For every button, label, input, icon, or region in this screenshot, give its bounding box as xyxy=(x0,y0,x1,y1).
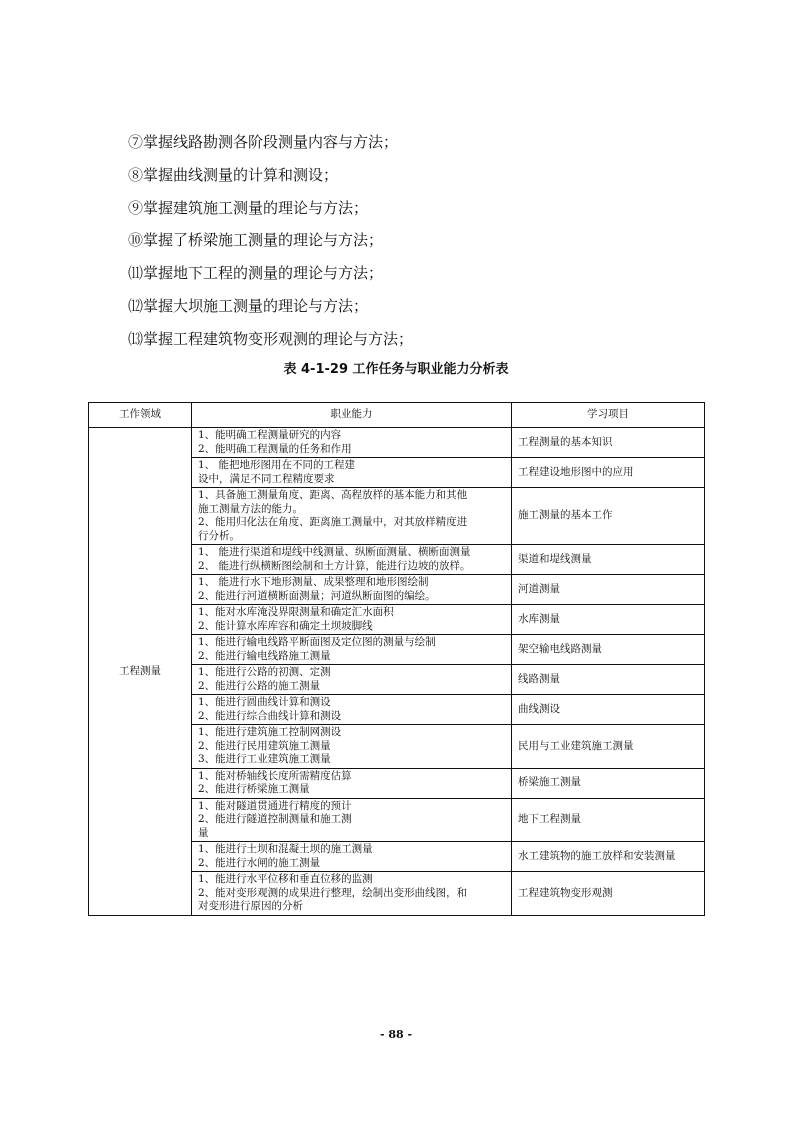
ability-line: 2、能进行输电线路施工测量 xyxy=(198,649,331,662)
work-domain-cell: 工程测量 xyxy=(89,428,192,916)
learning-project-cell: 线路测量 xyxy=(512,665,705,695)
ability-line: 2、能进行河道横断面测量；河道纵断面图的编绘。 xyxy=(198,589,436,602)
objective-item: ⑨掌握建筑施工测量的理论与方法； xyxy=(128,198,369,217)
objective-item: ⑦掌握线路勘测各阶段测量内容与方法； xyxy=(128,133,399,151)
learning-project-cell: 工程建设地形图中的应用 xyxy=(512,458,705,488)
professional-ability-cell xyxy=(192,545,512,575)
objective-item: ⑿掌握大坝施工测量的理论与方法； xyxy=(128,296,369,315)
ability-line: 1、 能进行水下地形测量、成果整理和地形图绘制 xyxy=(198,576,429,588)
ability-line: 1、 能把地形图用在不同的工程建 xyxy=(198,459,356,471)
ability-line: 1、 能进行渠道和堤线中线测量、纵断面测量、横断面测量 xyxy=(198,546,471,558)
learning-project-cell: 桥梁施工测量 xyxy=(512,768,705,798)
objective-item: ⒀掌握工程建筑物变形观测的理论与方法； xyxy=(128,329,414,348)
ability-line: 2、能计算水库库容和确定土坝坡脚线 xyxy=(198,619,373,632)
ability-line: 1、能进行公路的初测、定测 xyxy=(198,666,331,678)
ability-line: 施工测量方法的能力。 xyxy=(198,502,303,515)
objective-item: ⑧掌握曲线测量的计算和测设； xyxy=(128,165,339,184)
learning-project-cell: 民用与工业建筑施工测量 xyxy=(512,725,705,769)
professional-ability-cell xyxy=(192,458,512,488)
learning-project-cell: 水工建筑物的施工放样和安装测量 xyxy=(512,842,705,872)
professional-ability-cell xyxy=(192,695,512,725)
ability-line: 3、能进行工业建筑施工测量 xyxy=(198,753,331,765)
table-row xyxy=(89,428,705,458)
ability-line: 1、能进行输电线路平断面图及定位图的测量与绘制 xyxy=(198,636,436,648)
ability-line: 2、能明确工程测量的任务和作用 xyxy=(198,442,352,455)
ability-line: 量 xyxy=(198,826,209,839)
objective-item: ⑾掌握地下工程的测量的理论与方法； xyxy=(128,264,384,283)
professional-ability-cell xyxy=(192,428,512,458)
professional-ability-cell xyxy=(192,768,512,798)
ability-line: 1、能进行圆曲线计算和测设 xyxy=(198,696,331,708)
ability-line: 1、能进行土坝和混凝土坝的施工测量 xyxy=(198,843,373,855)
objective-item: ⑩掌握了桥梁施工测量的理论与方法； xyxy=(128,231,384,250)
learning-objectives-list xyxy=(128,128,688,358)
professional-ability-cell xyxy=(192,605,512,635)
header-work-domain: 工作领域 xyxy=(89,403,192,428)
professional-ability-cell xyxy=(192,665,512,695)
table-title: 表 4-1-29 工作任务与职业能力分析表 xyxy=(283,362,509,377)
ability-line: 行分析。 xyxy=(198,529,240,542)
ability-line: 1、具备施工测量角度、距离、高程放样的基本能力和其他 xyxy=(198,489,468,501)
ability-line: 2、能用归化法在角度、距离施工测量中，对其放样精度进 xyxy=(198,516,468,528)
ability-line: 2、能进行隧道控制测量和施工测 xyxy=(198,813,352,825)
table-header-row xyxy=(89,403,705,428)
ability-line: 2、能进行公路的施工测量 xyxy=(198,679,321,692)
ability-line: 1、能进行水平位移和垂直位移的监测 xyxy=(198,873,373,885)
ability-line: 1、能对隧道贯通进行精度的预计 xyxy=(198,799,352,812)
professional-ability-cell xyxy=(192,872,512,916)
professional-ability-cell xyxy=(192,725,512,769)
professional-ability-cell xyxy=(192,798,512,842)
page-number: - 88 - xyxy=(379,1028,413,1041)
competency-analysis-table xyxy=(88,402,705,916)
learning-project-cell: 河道测量 xyxy=(512,575,705,605)
ability-line: 设中，满足不同工程精度要求 xyxy=(198,472,335,485)
professional-ability-cell xyxy=(192,575,512,605)
ability-line: 2、能对变形观测的成果进行整理，绘制出变形曲线图，和 xyxy=(198,886,468,899)
header-professional-ability: 职业能力 xyxy=(192,403,512,428)
ability-line: 2、能进行水闸的施工测量 xyxy=(198,856,321,869)
learning-project-cell: 工程测量的基本知识 xyxy=(512,428,705,458)
header-learning-project: 学习项目 xyxy=(512,403,705,428)
ability-line: 1、能对桥轴线长度所需精度估算 xyxy=(198,769,352,782)
learning-project-cell: 水库测量 xyxy=(512,605,705,635)
ability-line: 1、能对水库淹没界限测量和确定汇水面积 xyxy=(198,606,394,618)
professional-ability-cell xyxy=(192,842,512,872)
learning-project-cell: 曲线测设 xyxy=(512,695,705,725)
professional-ability-cell xyxy=(192,488,512,545)
learning-project-cell: 渠道和堤线测量 xyxy=(512,545,705,575)
ability-line: 2、能进行民用建筑施工测量 xyxy=(198,739,331,752)
table-body xyxy=(89,428,705,916)
learning-project-cell: 施工测量的基本工作 xyxy=(512,488,705,545)
ability-line: 对变形进行原因的分析 xyxy=(198,900,303,912)
ability-line: 1、能进行建筑施工控制网测设 xyxy=(198,726,342,738)
ability-line: 1、能明确工程测量研究的内容 xyxy=(198,429,342,441)
learning-project-cell: 架空输电线路测量 xyxy=(512,635,705,665)
learning-project-cell: 地下工程测量 xyxy=(512,798,705,842)
ability-line: 2、能进行桥梁施工测量 xyxy=(198,783,310,795)
ability-line: 2、能进行综合曲线计算和测设 xyxy=(198,709,342,722)
professional-ability-cell xyxy=(192,635,512,665)
ability-line: 2、 能进行纵横断图绘制和土方计算，能进行边坡的放样。 xyxy=(198,559,471,572)
learning-project-cell: 工程建筑物变形观测 xyxy=(512,872,705,916)
